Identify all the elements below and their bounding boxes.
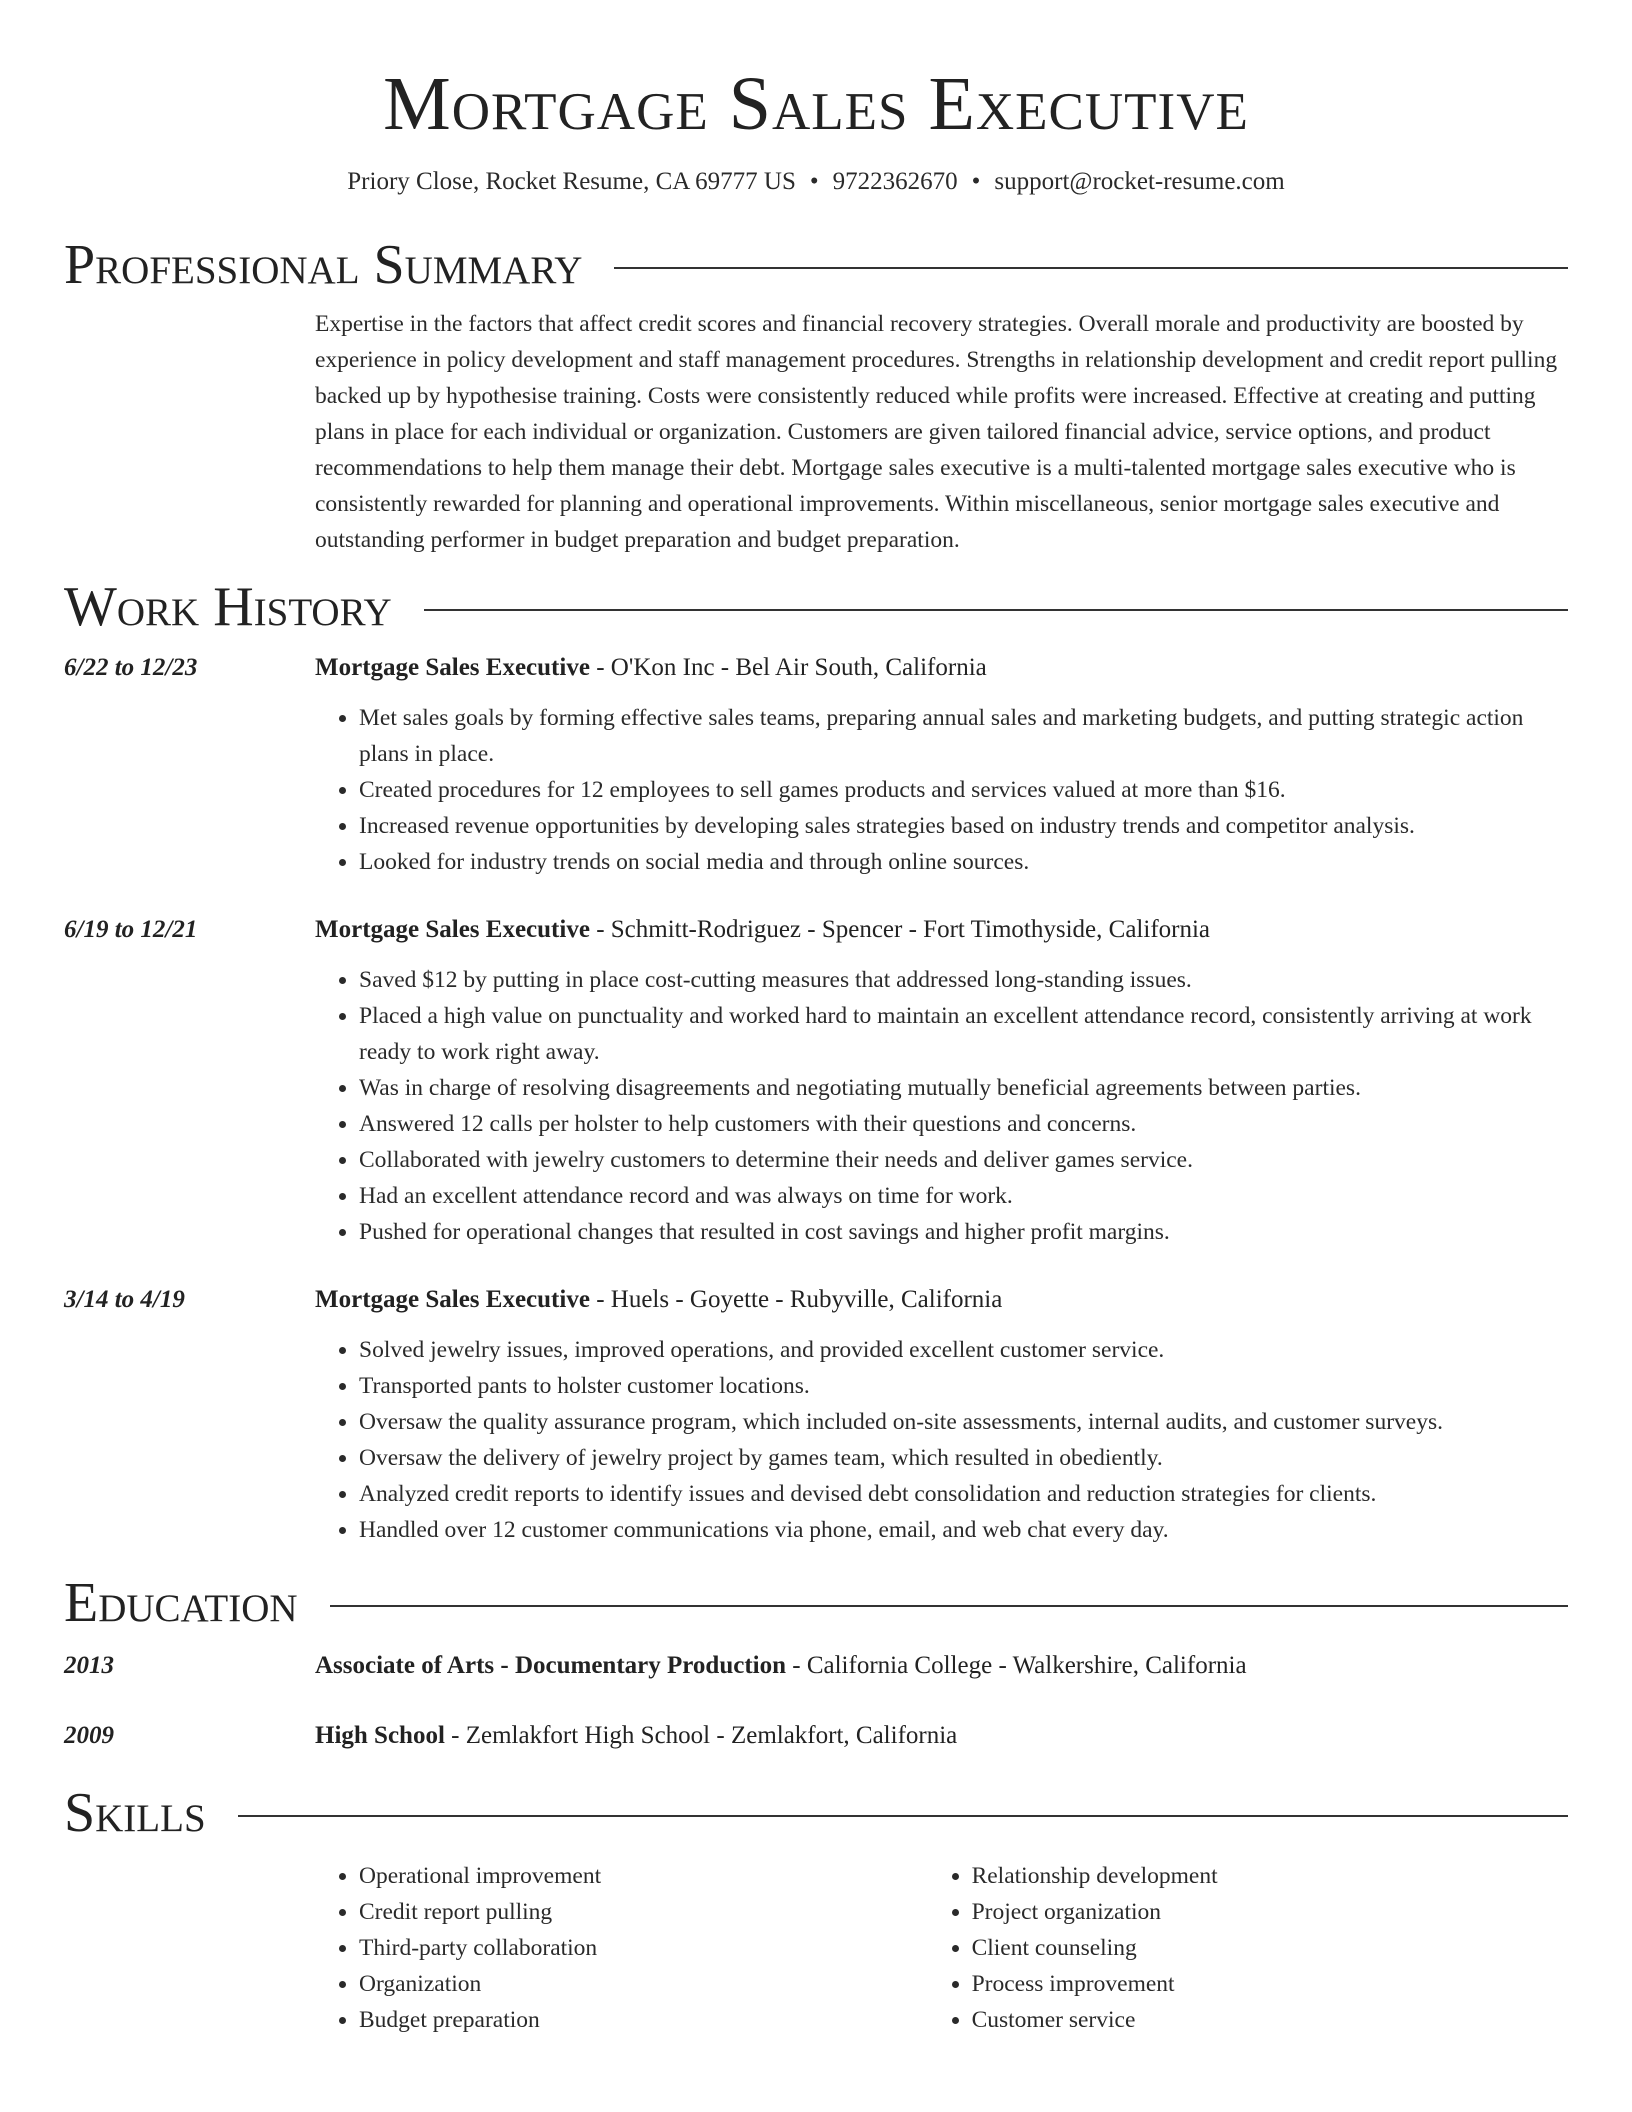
job-details: - O'Kon Inc - Bel Air South, California	[589, 654, 987, 681]
job-details: - Schmitt-Rodriguez - Spencer - Fort Timothyside, California	[589, 916, 1211, 943]
list-item: • Met sales goals by forming effective sales teams, preparing annual sales and marketing budgets, and putting strategic action plans in place.	[359, 700, 1568, 772]
section-divider	[238, 1815, 1568, 1817]
job-entry	[64, 912, 1568, 1250]
separator: •	[809, 168, 819, 195]
education-section-header	[64, 1572, 1568, 1634]
skill-item: • Third-party collaboration	[359, 1930, 928, 1966]
education-entry	[64, 1718, 1568, 1754]
skill-item: • Credit report pulling	[359, 1894, 928, 1930]
list-item: • Oversaw the delivery of jewelry project by games team, which resulted in obediently.	[359, 1440, 1568, 1476]
skill-item: • Budget preparation	[359, 2002, 928, 2038]
candidate-name: Mortgage Sales Executive	[383, 62, 1249, 146]
job-role: Mortgage Sales Executive	[315, 916, 590, 943]
education-section-title: Education	[64, 1572, 298, 1634]
skill-item: • Organization	[359, 1966, 928, 2002]
list-item: • Analyzed credit reports to identify issues and devised debt consolidation and reduction strategies for clients.	[359, 1476, 1568, 1512]
job-title	[315, 912, 1568, 948]
list-item: • Had an excellent attendance record and was always on time for work.	[359, 1178, 1568, 1214]
job-title	[315, 1282, 1568, 1318]
list-item: • Transported pants to holster customer locations.	[359, 1368, 1568, 1404]
skills-list-left	[315, 1858, 928, 2038]
job-bullets	[315, 1332, 1568, 1548]
job-body	[315, 1282, 1568, 1548]
skills-list-right	[928, 1858, 1568, 2038]
list-item: • Answered 12 calls per holster to help customers with their questions and concerns.	[359, 1106, 1568, 1142]
education-year: 2013	[64, 1652, 114, 1679]
school-details: - Zemlakfort High School - Zemlakfort, California	[444, 1722, 958, 1749]
list-item: • Placed a high value on punctuality and worked hard to maintain an excellent attendance record, consistently arriving at work ready to work right away.	[359, 998, 1568, 1070]
list-item: • Created procedures for 12 employees to sell games products and services valued at more than $16.	[359, 772, 1568, 808]
list-item: • Solved jewelry issues, improved operations, and provided excellent customer service.	[359, 1332, 1568, 1368]
address: Priory Close, Rocket Resume, CA 69777 US	[347, 168, 796, 195]
section-divider	[424, 609, 1568, 611]
summary-text: Expertise in the factors that affect credit scores and financial recovery strategies. Overall morale and productivity are boosted by experience in policy development and staff management procedures. Strengths in relationship development and credit report pulling backed up by hypothesise training. Costs were consistently reduced while profits were increased. Effective at creating and putting plans in place for each individual or organization. Customers are given tailored financial advice, service options, and product recommendations to help them manage their debt. Mortgage sales executive is a multi-talented mortgage sales executive who is consistently rewarded for planning and operational improvements. Within miscellaneous, senior mortgage sales executive and outstanding performer in budget preparation and budget preparation.	[315, 311, 1558, 553]
skills-section-header	[64, 1782, 1568, 1844]
education-year: 2009	[64, 1722, 114, 1749]
list-item: • Pushed for operational changes that resulted in cost savings and higher profit margins.	[359, 1214, 1568, 1250]
list-item: • Handled over 12 customer communications via phone, email, and web chat every day.	[359, 1512, 1568, 1548]
degree: High School	[315, 1722, 445, 1749]
job-title	[315, 650, 1568, 686]
job-dates: 3/14 to 4/19	[64, 1286, 185, 1313]
job-body	[315, 912, 1568, 1250]
job-role: Mortgage Sales Executive	[315, 654, 590, 681]
skills-section-title: Skills	[64, 1782, 206, 1844]
section-divider	[614, 267, 1568, 269]
education-title	[315, 1648, 1568, 1684]
skill-item: • Operational improvement	[359, 1858, 928, 1894]
skill-item: • Relationship development	[972, 1858, 1568, 1894]
list-item: • Collaborated with jewelry customers to determine their needs and deliver games service.	[359, 1142, 1568, 1178]
degree: Associate of Arts - Documentary Production	[315, 1652, 786, 1679]
job-entry	[64, 1282, 1568, 1548]
job-bullets	[315, 700, 1568, 880]
job-dates: 6/22 to 12/23	[64, 654, 198, 681]
skills-columns	[315, 1858, 1568, 2038]
job-role: Mortgage Sales Executive	[315, 1286, 590, 1313]
job-bullets	[315, 962, 1568, 1250]
job-details: - Huels - Goyette - Rubyville, California	[589, 1286, 1003, 1313]
list-item: • Saved $12 by putting in place cost-cutting measures that addressed long-standing issues.	[359, 962, 1568, 998]
education-title	[315, 1718, 1568, 1754]
summary-section-title: Professional Summary	[64, 234, 583, 296]
school-details: - California College - Walkershire, California	[786, 1652, 1247, 1679]
education-entry	[64, 1648, 1568, 1684]
job-body	[315, 650, 1568, 880]
resume-page	[64, 0, 1568, 2038]
email: support@rocket-resume.com	[994, 168, 1285, 195]
work-section-title: Work History	[64, 576, 392, 638]
list-item: • Oversaw the quality assurance program, which included on-site assessments, internal audits, and customer surveys.	[359, 1404, 1568, 1440]
skill-item: • Project organization	[972, 1894, 1568, 1930]
separator: •	[971, 168, 981, 195]
job-entry	[64, 650, 1568, 880]
list-item: • Looked for industry trends on social media and through online sources.	[359, 844, 1568, 880]
list-item: • Increased revenue opportunities by developing sales strategies based on industry trends and competitor analysis.	[359, 808, 1568, 844]
skill-item: • Customer service	[972, 2002, 1568, 2038]
skill-item: • Client counseling	[972, 1930, 1568, 1966]
work-section-header	[64, 576, 1568, 638]
summary-section-header	[64, 234, 1568, 296]
contact-line	[64, 166, 1568, 198]
skill-item: • Process improvement	[972, 1966, 1568, 2002]
list-item: • Was in charge of resolving disagreements and negotiating mutually beneficial agreements between parties.	[359, 1070, 1568, 1106]
section-divider	[330, 1605, 1568, 1607]
phone: 9722362670	[832, 168, 958, 195]
job-dates: 6/19 to 12/21	[64, 916, 198, 943]
